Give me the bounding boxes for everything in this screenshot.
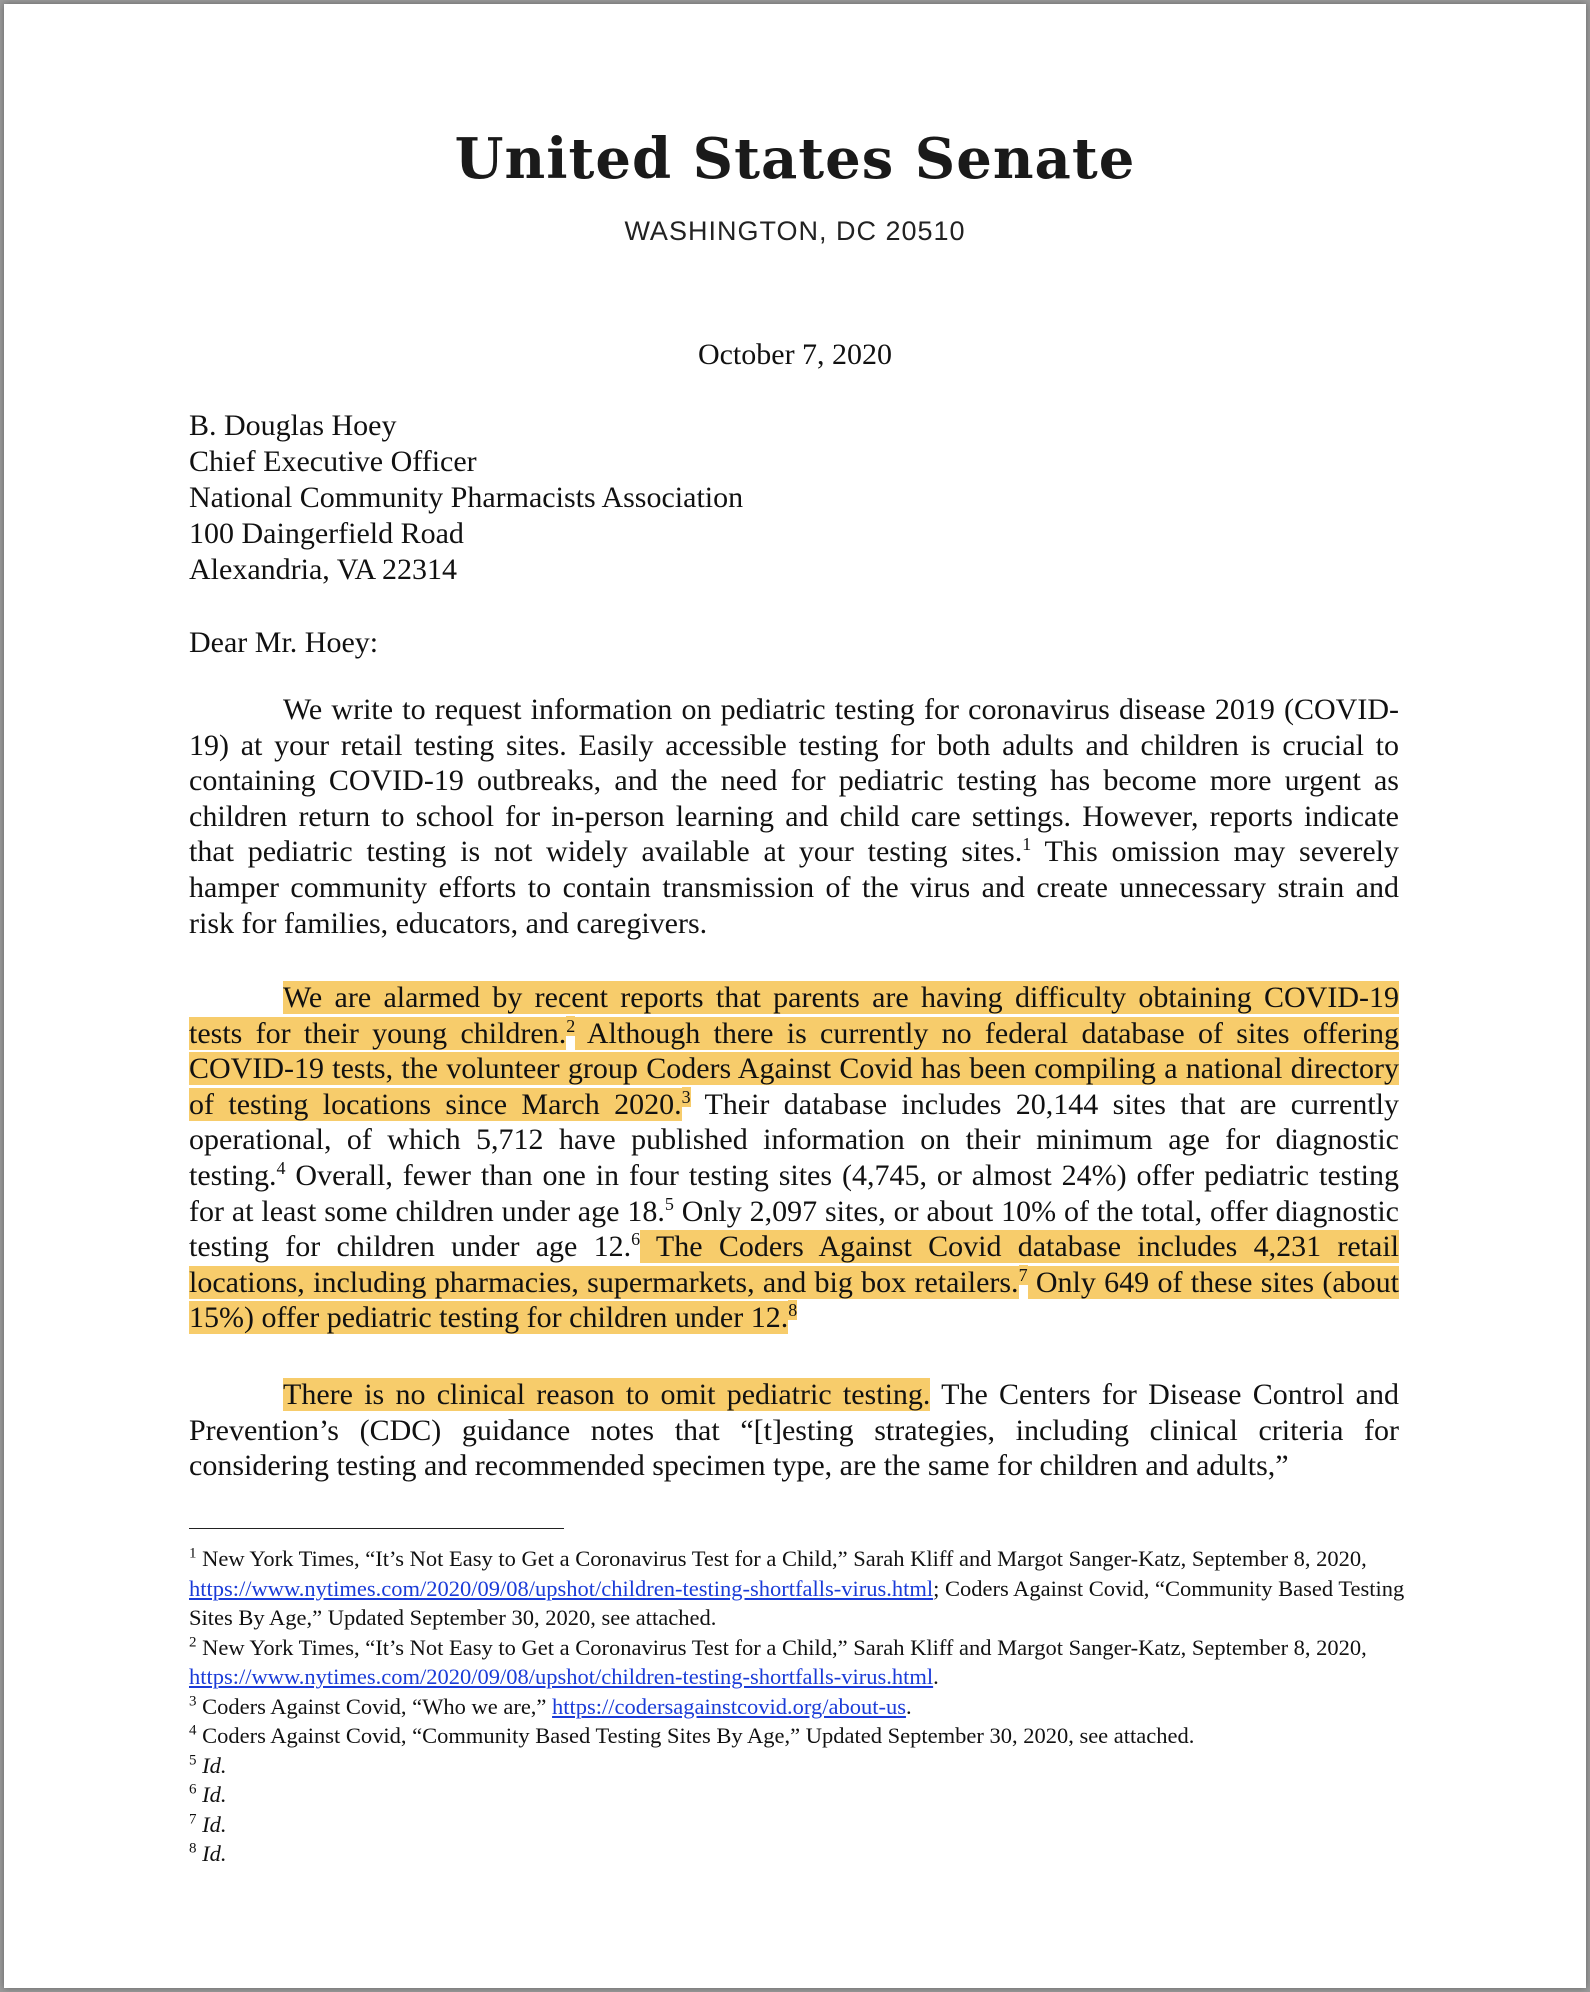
footnote-divider <box>189 1528 564 1529</box>
footnote-number: 7 <box>189 1811 197 1827</box>
paragraph-3 <box>189 1377 1399 1484</box>
footnote-ref-5: 5 <box>664 1193 674 1214</box>
footnote-ref-6: 6 <box>631 1229 641 1250</box>
footnote-link[interactable]: https://www.nytimes.com/2020/09/08/upshot/children-testing-shortfalls-virus.html <box>189 1575 934 1601</box>
footnote-text: Id. <box>202 1752 227 1778</box>
p2-text-c: Their database includes 20,144 sites that are currently operational, of which 5,712 have published information on their minimum age for diagnostic testing. <box>189 1087 1399 1192</box>
footnote-7 <box>189 1810 1414 1840</box>
footnote-number: 3 <box>189 1693 197 1709</box>
footnote-6 <box>189 1780 1414 1810</box>
p3-highlight-a: There is no clinical reason to omit pediatric testing. <box>283 1378 931 1411</box>
salutation: Dear Mr. Hoey: <box>189 626 379 659</box>
letter-date: October 7, 2020 <box>697 338 893 371</box>
footnote-ref-4: 4 <box>276 1157 286 1178</box>
paragraph-2 <box>189 980 1399 1336</box>
letterhead-address: WASHINGTON, DC 20510 <box>624 216 966 246</box>
footnote-text: Coders Against Covid, “Who we are,” <box>196 1693 553 1719</box>
footnote-2 <box>189 1633 1414 1692</box>
footnote-number: 2 <box>189 1634 197 1650</box>
footnote-text: ; Coders Against Covid, “Community Based Testing Sites By Age,” Updated September 30, 2020, see attached. <box>189 1575 1405 1630</box>
recipient-city-state-zip: Alexandria, VA 22314 <box>189 553 458 586</box>
footnotes <box>189 1544 1414 1869</box>
footnote-number: 5 <box>189 1752 197 1768</box>
footnote-number: 4 <box>189 1722 197 1739</box>
p2-highlight-b: Although there is currently no federal database of sites offering COVID-19 tests, the volunteer group Coders Against Covid has been compiling a national directory of testing locations since March 2020. <box>189 1016 1399 1121</box>
footnote-number: 8 <box>189 1840 197 1857</box>
footnote-ref-7: 7 <box>1018 1264 1028 1285</box>
footnote-link[interactable]: https://www.nytimes.com/2020/09/08/upshot/children-testing-shortfalls-virus.html <box>189 1664 934 1689</box>
p2-highlight-a: We are alarmed by recent reports that parents are having difficulty obtaining COVID-19 tests for their young children. <box>189 981 1399 1050</box>
footnote-ref-3: 3 <box>681 1086 691 1107</box>
p1-text-b: This omission may severely hamper community efforts to contain transmission of the virus and create unnecessary strain and risk for families, educators, and caregivers. <box>189 835 1400 940</box>
footnote-text: Id. <box>202 1782 227 1807</box>
letter-page <box>4 4 1586 1988</box>
recipient-organization: National Community Pharmacists Association <box>189 481 744 514</box>
footnote-text: Id. <box>202 1841 227 1866</box>
footnote-ref-2: 2 <box>566 1015 576 1036</box>
p2-text-e: Only 2,097 sites, or about 10% of the total, offer diagnostic testing for children under age 12. <box>189 1194 1399 1264</box>
footnote-text: Coders Against Covid, “Community Based Testing Sites By Age,” Updated September 30, 2020, see attached. <box>196 1723 1195 1748</box>
footnote-link[interactable]: https://codersagainstcovid.org/about-us <box>552 1693 906 1719</box>
footnote-text: New York Times, “It’s Not Easy to Get a Coronavirus Test for a Child,” Sarah Kliff and Margot Sanger-Katz, September 8, 2020, <box>196 1634 1367 1660</box>
footnote-4 <box>189 1721 1414 1751</box>
recipient-title: Chief Executive Officer <box>189 445 477 478</box>
p2-text-d: Overall, fewer than one in four testing sites (4,745, or almost 24%) offer pediatric testing for at least some children under age 18. <box>189 1158 1399 1228</box>
footnote-number: 1 <box>189 1545 197 1562</box>
footnote-8 <box>189 1839 1414 1869</box>
footnote-text: . <box>905 1693 912 1719</box>
letterhead-title: United States Senate <box>454 126 1136 192</box>
footnote-1 <box>189 1544 1414 1633</box>
recipient-address-block <box>189 408 743 588</box>
footnote-3 <box>189 1692 1414 1722</box>
p1-text-a: We write to request information on pediatric testing for coronavirus disease 2019 (COVID-19) at your retail testing sites. Easily accessible testing for both adults and children is crucial to containing COVID-19 outbreaks, and the need for pediatric testing has become more urgent as children return to school for in-person learning and child care settings. However, reports indicate that pediatric testing is not widely available at your testing sites. <box>189 693 1399 869</box>
p2-highlight-f: The Coders Against Covid database includes 4,231 retail locations, including pharmacies, supermarkets, and big box retailers. <box>189 1230 1399 1299</box>
footnote-ref-1: 1 <box>1022 834 1032 855</box>
footnote-number: 6 <box>189 1781 197 1798</box>
recipient-street: 100 Daingerfield Road <box>189 517 464 550</box>
recipient-name: B. Douglas Hoey <box>189 409 397 442</box>
paragraph-1 <box>189 692 1399 941</box>
footnote-text: New York Times, “It’s Not Easy to Get a Coronavirus Test for a Child,” Sarah Kliff and Margot Sanger-Katz, September 8, 2020, <box>196 1546 1367 1571</box>
footnote-ref-8: 8 <box>788 1300 798 1321</box>
footnote-text: Id. <box>202 1811 227 1837</box>
footnote-5 <box>189 1751 1414 1781</box>
p3-text-b: The Centers for Disease Control and Prevention’s (CDC) guidance notes that “[t]esting strategies, including clinical criteria for considering testing and recommended specimen type, are the same for children and adults,” <box>189 1378 1399 1483</box>
p2-highlight-g: Only 649 of these sites (about 15%) offer pediatric testing for children under 12. <box>189 1265 1399 1335</box>
footnote-text: . <box>933 1664 939 1689</box>
